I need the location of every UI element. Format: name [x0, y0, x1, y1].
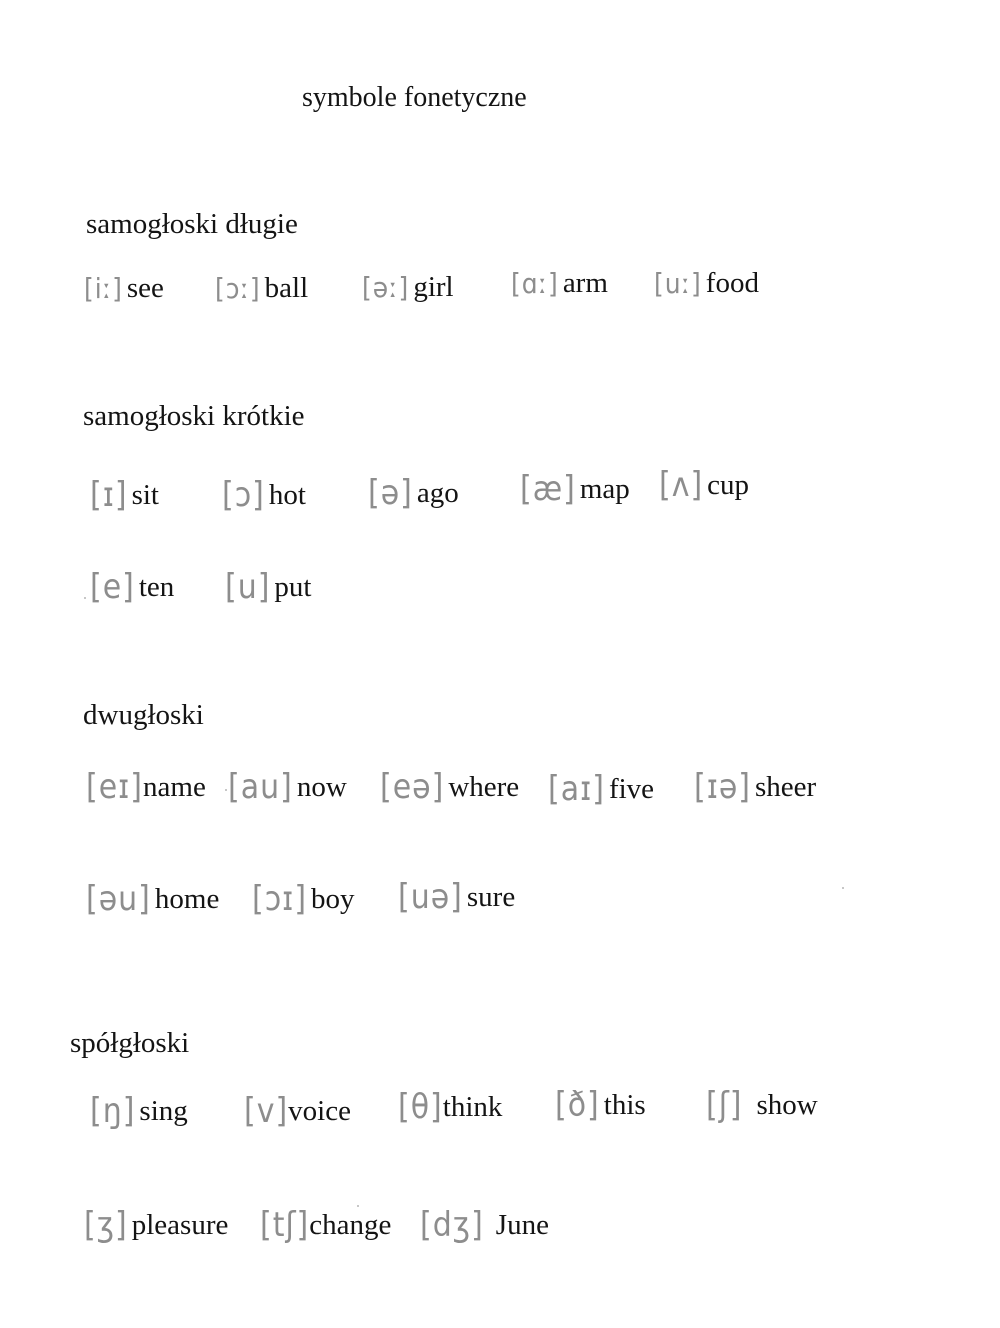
page-title: symbole fonetyczne — [302, 82, 527, 113]
symbol-entry — [380, 767, 520, 808]
symbol-entry — [260, 1205, 392, 1246]
example-word: June — [495, 1209, 549, 1241]
symbol-entry — [228, 767, 347, 808]
symbol-row — [0, 870, 900, 930]
scan-speck — [225, 789, 227, 791]
symbol-entry — [244, 1091, 351, 1132]
phonetic-symbol: [ɔɪ] — [252, 879, 308, 920]
phonetic-symbol: [æ] — [520, 469, 576, 510]
example-word: ball — [264, 272, 309, 304]
section-heading-diphthongs: dwugłoski — [83, 699, 204, 731]
phonetic-symbol: [aɪ] — [548, 769, 605, 810]
phonetic-symbol: [ð] — [555, 1085, 600, 1126]
phonetic-symbol: [u] — [225, 567, 271, 608]
section-heading-long-vowels: samogłoski długie — [86, 208, 298, 240]
symbol-row — [0, 466, 900, 526]
symbol-entry — [706, 1085, 818, 1126]
symbol-entry — [694, 767, 817, 808]
symbol-entry — [362, 271, 454, 304]
phonetic-symbol: [ŋ] — [90, 1091, 136, 1132]
phonetic-symbol: [ɪ] — [90, 475, 128, 516]
symbol-row — [0, 1200, 900, 1260]
example-word: food — [705, 267, 759, 299]
example-word: where — [448, 771, 520, 803]
symbol-entry — [84, 272, 164, 305]
symbol-entry — [659, 465, 750, 506]
symbol-entry — [215, 272, 308, 305]
phonetic-symbol: [ɑː] — [511, 267, 559, 300]
symbol-entry — [222, 475, 306, 516]
example-word: home — [154, 883, 220, 915]
symbol-row — [0, 264, 900, 324]
symbol-entry — [398, 877, 516, 918]
symbol-entry — [252, 879, 355, 920]
symbol-entry — [654, 267, 759, 300]
symbol-entry — [511, 267, 608, 300]
symbol-row — [0, 1082, 900, 1142]
example-word: voice — [288, 1095, 351, 1127]
phonetic-symbol: [θ] — [398, 1087, 443, 1128]
example-word: sit — [131, 479, 159, 511]
phonetic-symbol: [v] — [244, 1091, 289, 1132]
phonetic-symbol: [tʃ] — [260, 1205, 310, 1246]
phonetic-symbol: [ʒ] — [84, 1205, 128, 1246]
example-word: ago — [416, 477, 459, 509]
example-word: sheer — [755, 771, 817, 803]
phonetic-symbol: [eɪ] — [86, 767, 144, 808]
symbol-row — [0, 560, 900, 620]
symbol-entry — [90, 475, 159, 516]
example-word: pleasure — [131, 1209, 229, 1241]
example-word: hot — [268, 479, 306, 511]
symbol-entry — [520, 469, 630, 510]
symbol-entry — [548, 769, 655, 810]
symbol-entry — [368, 473, 459, 514]
symbol-entry — [225, 567, 312, 608]
example-word: five — [608, 773, 655, 805]
phonetic-symbol: [əː] — [362, 271, 410, 304]
phonetic-symbol: [au] — [228, 767, 293, 808]
example-word: map — [579, 473, 630, 505]
example-word: name — [143, 771, 206, 803]
example-word: sing — [139, 1095, 188, 1127]
example-word: arm — [562, 267, 608, 299]
symbol-entry — [84, 1205, 229, 1246]
example-word: sure — [466, 881, 516, 913]
phonetic-symbol: [eə] — [380, 767, 445, 808]
symbol-entry — [86, 767, 206, 808]
section-heading-consonants: spółgłoski — [70, 1027, 190, 1059]
scan-speck — [84, 597, 86, 599]
phonetic-symbol: [əu] — [86, 879, 151, 920]
phonetic-symbol: [ɪə] — [694, 767, 752, 808]
example-word: boy — [311, 883, 355, 915]
example-word: think — [442, 1091, 503, 1123]
symbol-entry — [398, 1087, 503, 1128]
example-word: girl — [413, 271, 454, 303]
phonetic-symbol: [ʃ] — [706, 1085, 743, 1126]
phonetic-symbol: [uː] — [654, 267, 702, 300]
scan-speck — [357, 1205, 359, 1207]
example-word: put — [274, 571, 312, 603]
example-word: this — [603, 1089, 646, 1121]
symbol-entry — [86, 879, 220, 920]
symbol-entry — [420, 1205, 549, 1246]
phonetic-symbol: [uə] — [398, 877, 463, 918]
symbol-entry — [90, 1091, 188, 1132]
example-word: see — [126, 272, 164, 304]
example-word: change — [309, 1209, 392, 1241]
symbol-row — [0, 760, 900, 820]
example-word: now — [296, 771, 347, 803]
phonetic-symbol: [iː] — [84, 272, 123, 305]
phonetic-symbol: [ɔː] — [215, 272, 261, 305]
example-word: show — [756, 1089, 818, 1121]
phonetic-symbol: [ɔ] — [222, 475, 265, 516]
scan-speck — [842, 887, 844, 889]
example-word: ten — [138, 571, 175, 603]
example-word: cup — [707, 469, 750, 501]
section-heading-short-vowels: samogłoski krótkie — [83, 400, 305, 432]
symbol-entry — [90, 567, 175, 608]
phonetic-symbol: [ʌ] — [659, 465, 704, 506]
phonetic-symbol: [ə] — [368, 473, 413, 514]
phonetic-symbol: [dʒ] — [420, 1205, 484, 1246]
symbol-entry — [555, 1085, 646, 1126]
phonetic-symbol: [e] — [90, 567, 135, 608]
